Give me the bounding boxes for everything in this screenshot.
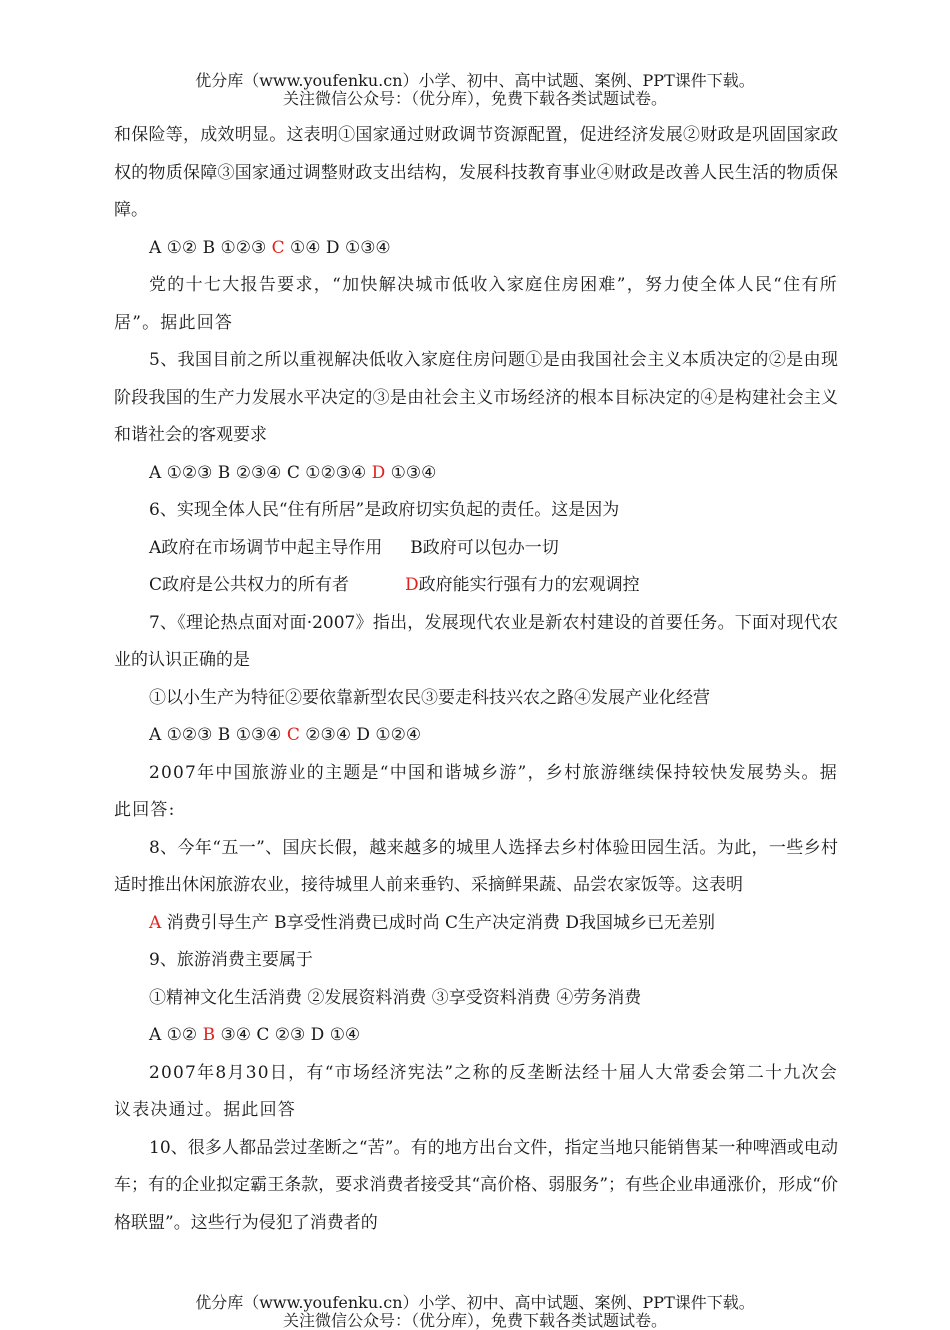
question-4-options [114,230,838,268]
q5-options-abc: A ①②③ B ②③④ C ①②③④ [149,462,372,483]
q7-options-ab: A ①②③ B ①③④ [149,725,287,745]
question-10: 10、很多人都品尝过垄断之“苦”。有的地方出台文件，指定当地只能销售某一种啤酒或电动车；有的企业拟定霸王条款，要求消费者接受其“高价格、弱服务”；有些企业串通涨价，形成“价格联盟”。这些行为侵犯了消费者的 [114,1137,838,1233]
q4-option-a: A ①② [149,237,203,258]
page-footer [0,1294,950,1330]
question-8: 8、今年“五一”、国庆长假，越来越多的城里人选择去乡村体验田园生活。为此，一些乡村适时推出休闲旅游农业，接待城里人前来垂钓、采摘鲜果蔬、品尝农家饭等。这表明 [114,837,838,895]
footer-line-2: 关注微信公众号：（优分库），免费下载各类试题试卷。 [282,1311,667,1330]
q4-option-c-text: ①④ [290,237,326,258]
q7-options-cd: ②③④ D ①②④ [299,725,422,745]
q8-answer-a: A [149,912,162,933]
header-line-1: 优分库（www.youfenku.cn）小学、初中、高中试题、案例、PPT课件下载。 [195,71,755,90]
q4-answer-c: C [271,237,285,258]
q6-option-d-text: 政府能实行强有力的宏观调控 [418,575,640,595]
question-7-items: ①以小生产为特征②要依靠新型农民③要走科技兴农之路④发展产业化经营 [149,687,710,708]
question-9-items: ①精神文化生活消费 ②发展资料消费 ③享受资料消费 ④劳务消费 [149,987,642,1008]
question-7-options [114,717,838,755]
intro-antimonopoly: 2007年8月30日，有“市场经济宪法”之称的反垄断法经十届人大常委会第二十九次会议表决通过。据此回答 [114,1062,838,1120]
page-header [0,72,950,108]
q6-answer-d: D [405,575,419,595]
q4-option-b: B ①②③ [202,237,272,258]
q5-answer-d: D [371,462,386,483]
q5-option-d-text: ①③④ [385,462,437,483]
document-body [114,117,838,1242]
q6-option-c: C政府是公共权力的所有者 [149,575,350,595]
q6-option-a: A政府在市场调节中起主导作用 [149,537,383,558]
q9-answer-b: B [202,1025,216,1045]
question-4-continued: 和保险等，成效明显。这表明①国家通过财政调节资源配置，促进经济发展②财政是巩固国家政权的物质保障③国家通过调整财政支出结构，发展科技教育事业④财政是改善人民生活的物质保障。 [114,125,838,220]
q7-answer-c: C [286,725,300,745]
intro-tourism: 2007年中国旅游业的主题是“中国和谐城乡游”，乡村旅游继续保持较快发展势头。据此回答: [114,762,838,820]
q9-options-rest: ③④ C ②③ D ①④ [215,1025,361,1045]
question-6-options-ab [114,530,838,568]
question-6: 6、实现全体人民“住有所居”是政府切实负起的责任。这是因为 [149,500,620,520]
q6-option-b: B政府可以包办一切 [410,537,559,558]
q8-options-rest: 消费引导生产 B享受性消费已成时尚 C生产决定消费 D我国城乡已无差别 [161,912,716,933]
question-5: 5、我国目前之所以重视解决低收入家庭住房问题①是由我国社会主义本质决定的②是由现阶段我国的生产力发展水平决定的③是由社会主义市场经济的根本目标决定的④是构建社会主义和谐社会的客观要求 [114,350,838,445]
question-8-options [114,905,838,943]
intro-housing: 党的十七大报告要求，“加快解决城市低收入家庭住房困难”，努力使全体人民“住有所居”。据此回答 [114,275,838,333]
question-9: 9、旅游消费主要属于 [149,950,313,970]
question-5-options [114,455,838,493]
header-line-2: 关注微信公众号：（优分库），免费下载各类试题试卷。 [282,89,667,108]
question-7: 7、《理论热点面对面·2007》指出，发展现代农业是新农村建设的首要任务。下面对现代农业的认识正确的是 [114,612,838,670]
footer-line-1: 优分库（www.youfenku.cn）小学、初中、高中试题、案例、PPT课件下载。 [195,1293,755,1312]
q9-option-a: A ①② [149,1025,203,1045]
q4-option-d: D ①③④ [325,237,391,258]
question-9-options [114,1017,838,1055]
question-6-options-cd [114,567,838,605]
